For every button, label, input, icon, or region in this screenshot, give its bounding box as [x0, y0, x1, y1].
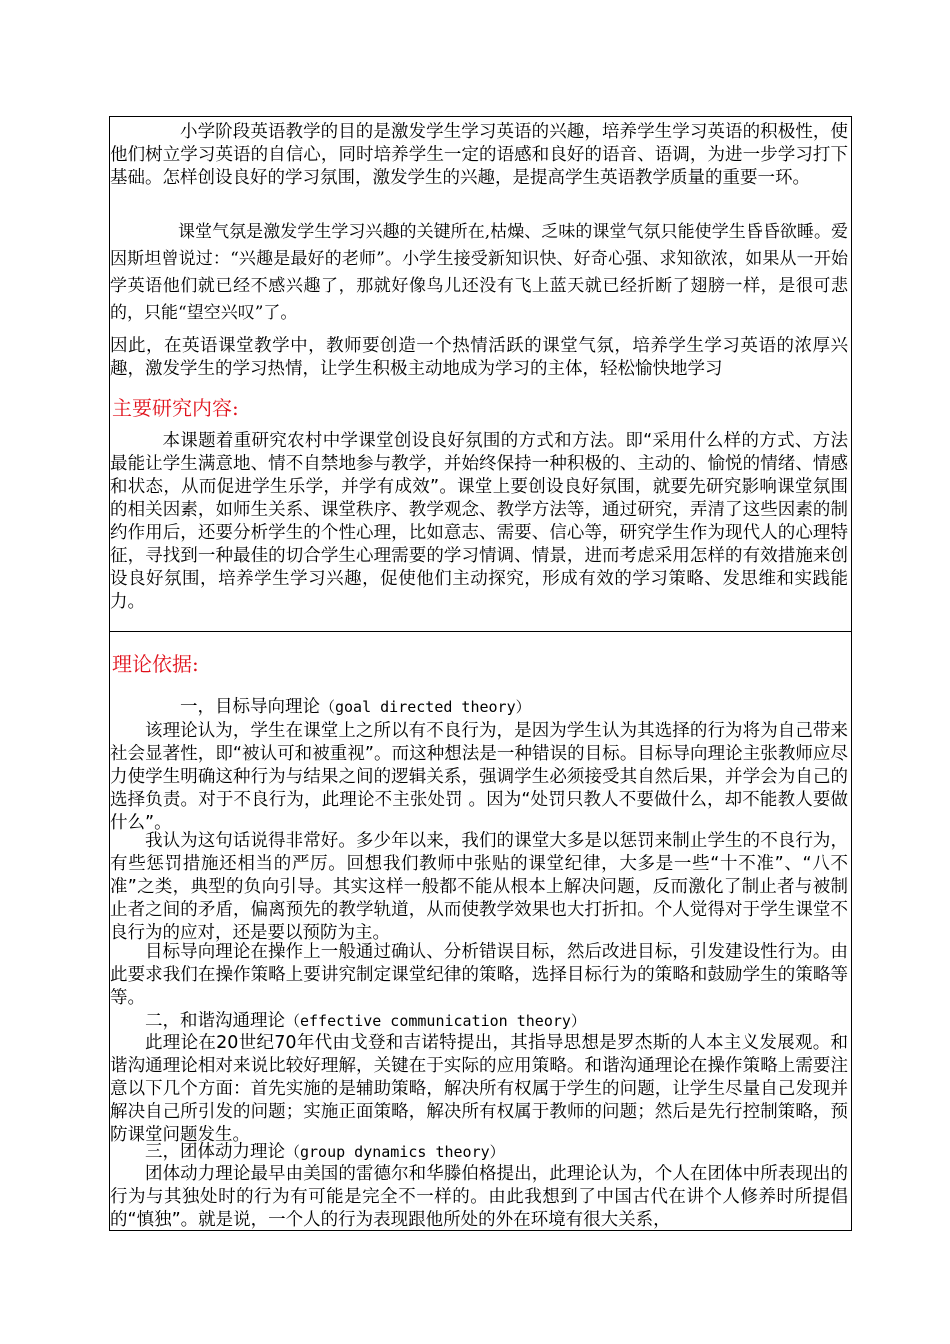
theory-3-title-en: （group dynamics theory）	[285, 1143, 505, 1161]
heading-research-content: 主要研究内容:	[112, 396, 239, 420]
theory-3-title-cn: 三，团体动力理论	[145, 1142, 285, 1162]
theory-1-paragraph-1: 该理论认为，学生在课堂上之所以有不良行为，是因为学生认为其选择的行为将为自己带来社会显著性，即“被认可和被重视”。而这种想法是一种错误的目标。目标导向理论主张教师应尽力使学生明确这种行为与结果之间的逻辑关系，强调学生必须接受其自然后果，并学会为自己的选择负责。对于不良行为，此理论不主张处罚 。因为“处罚只教人不要做什么，却不能教人要做什么”。	[110, 721, 848, 833]
theory-2-title-en: （effective communication theory）	[285, 1012, 586, 1030]
theory-2-title-cn: 二，和谐沟通理论	[145, 1011, 285, 1031]
theory-3-paragraph-1: 团体动力理论最早由美国的雷德尔和华滕伯格提出，此理论认为，个人在团体中所表现出的行为与其独处时的行为有可能是完全不一样的。由此我想到了中国古代在讲个人修养时所提倡的“慎独”。就是说，一个人的行为表现跟他所处的外在环境有很大关系，	[110, 1164, 848, 1230]
theory-3-title	[110, 1141, 848, 1164]
theory-2-paragraph-1: 此理论在20世纪70年代由戈登和吉诺特提出，其指导思想是罗杰斯的人本主义发展观。和谐沟通理论相对来说比较好理解，关键在于实际的应用策略。和谐沟通理论在操作策略上需要注意以下几个方面：首先实施的是辅助策略，解决所有权属于学生的问题，让学生尽量自己发现并解决自己所引发的问题；实施正面策略，解决所有权属于教师的问题；然后是先行控制策略，预防课堂问题发生。	[110, 1033, 848, 1145]
paragraph-atmosphere: 课堂气氛是激发学生学习兴趣的关键所在,枯燥、乏味的课堂气氛只能使学生昏昏欲睡。爱因斯坦曾说过：“兴趣是最好的老师”。小学生接受新知识快、好奇心强、求知欲浓，如果从一开始学英语他们就已经不感兴趣了，那就好像鸟儿还没有飞上蓝天就已经折断了翅膀一样，是很可悲的，只能“望空兴叹”了。	[110, 222, 848, 323]
heading-theory-basis: 理论依据:	[112, 652, 199, 676]
theory-1-title-en: （goal directed theory）	[320, 698, 531, 716]
paragraph-research: 本课题着重研究农村中学课堂创设良好氛围的方式和方法。即“采用什么样的方式、方法最能让学生满意地、情不自禁地参与教学，并始终保持一种积极的、主动的、愉悦的情绪、情感和状态，从而促进学生乐学，并学有成效”。课堂上要创设良好氛围，就要先研究影响课堂氛围的相关因素，如师生关系、课堂秩序、教学观念、教学方法等，通过研究，弄清了这些因素的制约作用后，还要分析学生的个性心理，比如意志、需要、信心等，研究学生作为现代人的心理特征，寻找到一种最佳的切合学生心理需要的学习情调、情景，进而考虑采用怎样的有效措施来创设良好氛围，培养学生学习兴趣，促使他们主动探究，形成有效的学习策略、发思维和实践能力。	[110, 431, 848, 612]
theory-1-paragraph-2: 我认为这句话说得非常好。多少年以来，我们的课堂大多是以惩罚来制止学生的不良行为，有些惩罚措施还相当的严厉。回想我们教师中张贴的课堂纪律，大多是一些“十不准”、“八不准”之类，典型的负向引导。其实这样一般都不能从根本上解决问题，反而激化了制止者与被制止者之间的矛盾，偏离预先的教学轨道，从而使教学效果也大打折扣。个人觉得对于学生课堂不良行为的应对，还是要以预防为主。	[110, 831, 848, 943]
theory-1-title	[110, 696, 848, 719]
paragraph-conclusion: 因此，在英语课堂教学中，教师要创造一个热情活跃的课堂气氛，培养学生学习英语的浓厚兴趣，激发学生的学习热情，让学生积极主动地成为学习的主体，轻松愉快地学习	[110, 336, 848, 379]
theory-1-title-cn: 一，目标导向理论	[180, 697, 320, 717]
theory-2-title	[110, 1010, 848, 1033]
paragraph-intro: 小学阶段英语教学的目的是激发学生学习英语的兴趣，培养学生学习英语的积极性，使他们树立学习英语的自信心，同时培养学生一定的语感和良好的语音、语调，为进一步学习打下基础。怎样创设良好的学习氛围，激发学生的兴趣，是提高学生英语教学质量的重要一环。	[110, 122, 848, 188]
theory-1-paragraph-3: 目标导向理论在操作上一般通过确认、分析错误目标，然后改进目标，引发建设性行为。由此要求我们在操作策略上要讲究制定课堂纪律的策略，选择目标行为的策略和鼓励学生的策略等等。	[110, 942, 848, 1008]
